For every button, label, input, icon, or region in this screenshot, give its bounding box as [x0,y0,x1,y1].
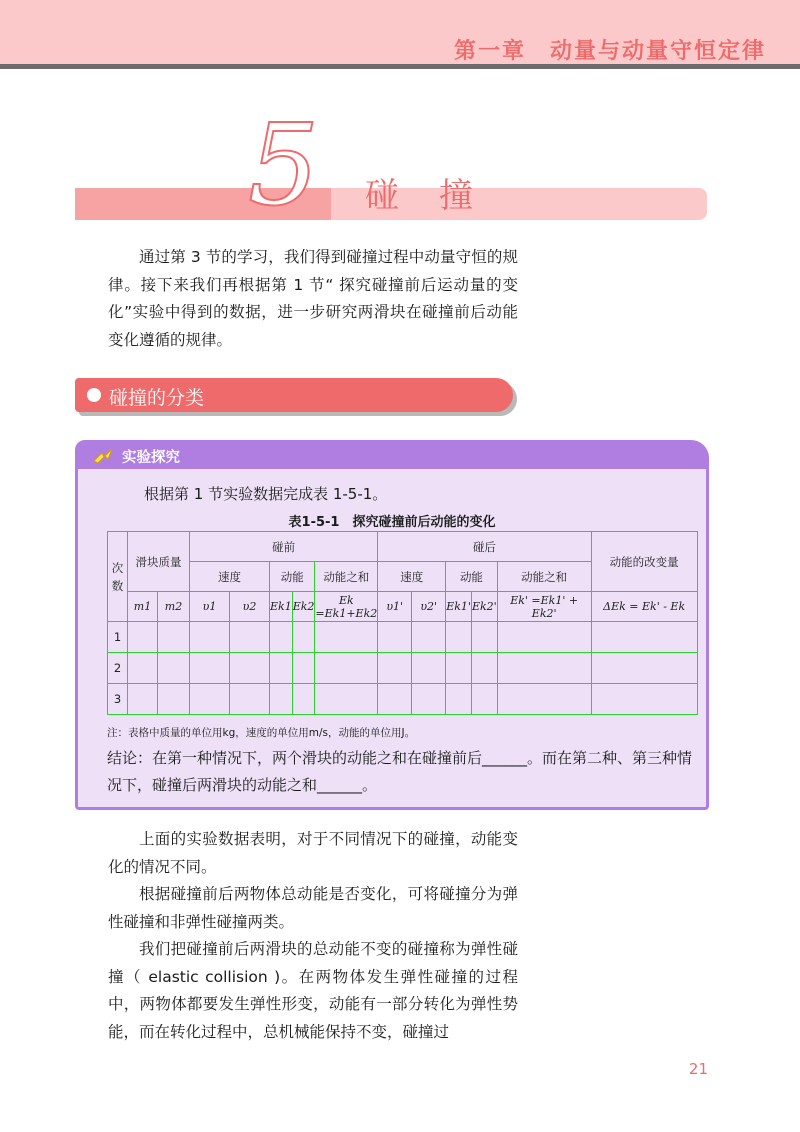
subsection-heading-text: 碰撞的分类 [109,387,205,409]
table-note: 注：表格中质量的单位用kg，速度的单位用m/s，动能的单位用J。 [107,727,416,739]
experiment-intro: 根据第 1 节实验数据完成表 1-5-1。 [144,485,388,503]
bullet-dot-icon [87,388,101,402]
ke-after-header: 动能 [446,562,497,592]
page-number: 21 [688,1060,708,1078]
m2-symbol: m2 [158,592,190,622]
speed-before-header: 速度 [190,562,270,592]
body-paragraph: 根据碰撞前后两物体总动能是否变化，可将碰撞分为弹性碰撞和非弹性碰撞两类。 [108,885,518,931]
v1-symbol: υ1 [190,592,230,622]
v2-symbol: υ2 [230,592,270,622]
col-index-header: 次数 [108,532,128,622]
chapter-title: 第一章 动量与动量守恒定律 [453,39,766,64]
v1p-symbol: υ1' [378,592,412,622]
table-row [108,622,698,653]
row-index: 1 [108,622,128,653]
table-row [108,653,698,684]
delta-symbol: ΔEk = Ek' - Ek [591,592,697,622]
section-number: 5 [248,101,320,231]
experiment-header [78,443,706,469]
ek1-symbol: Ek1 [270,592,293,622]
table-row [108,684,698,715]
conclusion-text: 结论：在第一种情况下，两个滑块的动能之和在碰撞前后______。而在第二种、第三种情况下，碰撞后两滑块的动能之和______。 [107,749,693,794]
col-mass-header: 滑块质量 [128,532,190,592]
intro-text [108,244,518,354]
body-text [108,826,518,1046]
section-title: 碰撞 [365,176,513,216]
v2p-symbol: υ2' [412,592,446,622]
ek1p-symbol: Ek1' [446,592,472,622]
lightning-icon [92,447,118,465]
body-paragraph: 上面的实验数据表明，对于不同情况下的碰撞，动能变化的情况不同。 [108,830,518,876]
change-header: 动能的改变量 [591,532,697,592]
row-index: 2 [108,653,128,684]
ek2-symbol: Ek2 [292,592,315,622]
row-index: 3 [108,684,128,715]
ek-sum-symbol: Ek =Ek1+Ek2 [315,593,378,620]
before-header: 碰前 [190,532,378,562]
experiment-box [75,440,709,810]
m1-symbol: m1 [128,592,158,622]
ke-before-header: 动能 [270,562,315,592]
ek2p-symbol: Ek2' [471,592,497,622]
speed-after-header: 速度 [378,562,446,592]
ekp-sum-symbol: Ek' =Ek1' + Ek2' [497,592,591,622]
ke-sum-before-header: 动能之和 [315,562,378,592]
intro-paragraph: 通过第 3 节的学习，我们得到碰撞过程中动量守恒的规律。接下来我们再根据第 1 节“ 探究碰撞前后运动量的变化”实验中得到的数据，进一步研究两滑块在碰撞前后动能变化遵循的规律。 [108,248,518,349]
ke-sum-after-header: 动能之和 [497,562,591,592]
subsection-heading [75,378,513,412]
data-table [107,531,698,715]
after-header: 碰后 [378,532,591,562]
body-paragraph: 我们把碰撞前后两滑块的总动能不变的碰撞称为弹性碰撞（ elastic collision )。在两物体发生弹性碰撞的过程中，两物体都要发生弹性形变，动能有一部分转化为弹性势能，而在转化过程中，总机械能保持不变，碰撞过 [108,940,518,1041]
experiment-label: 实验探究 [122,450,180,466]
table-caption: 表1-5-1 探究碰撞前后动能的变化 [288,515,496,530]
